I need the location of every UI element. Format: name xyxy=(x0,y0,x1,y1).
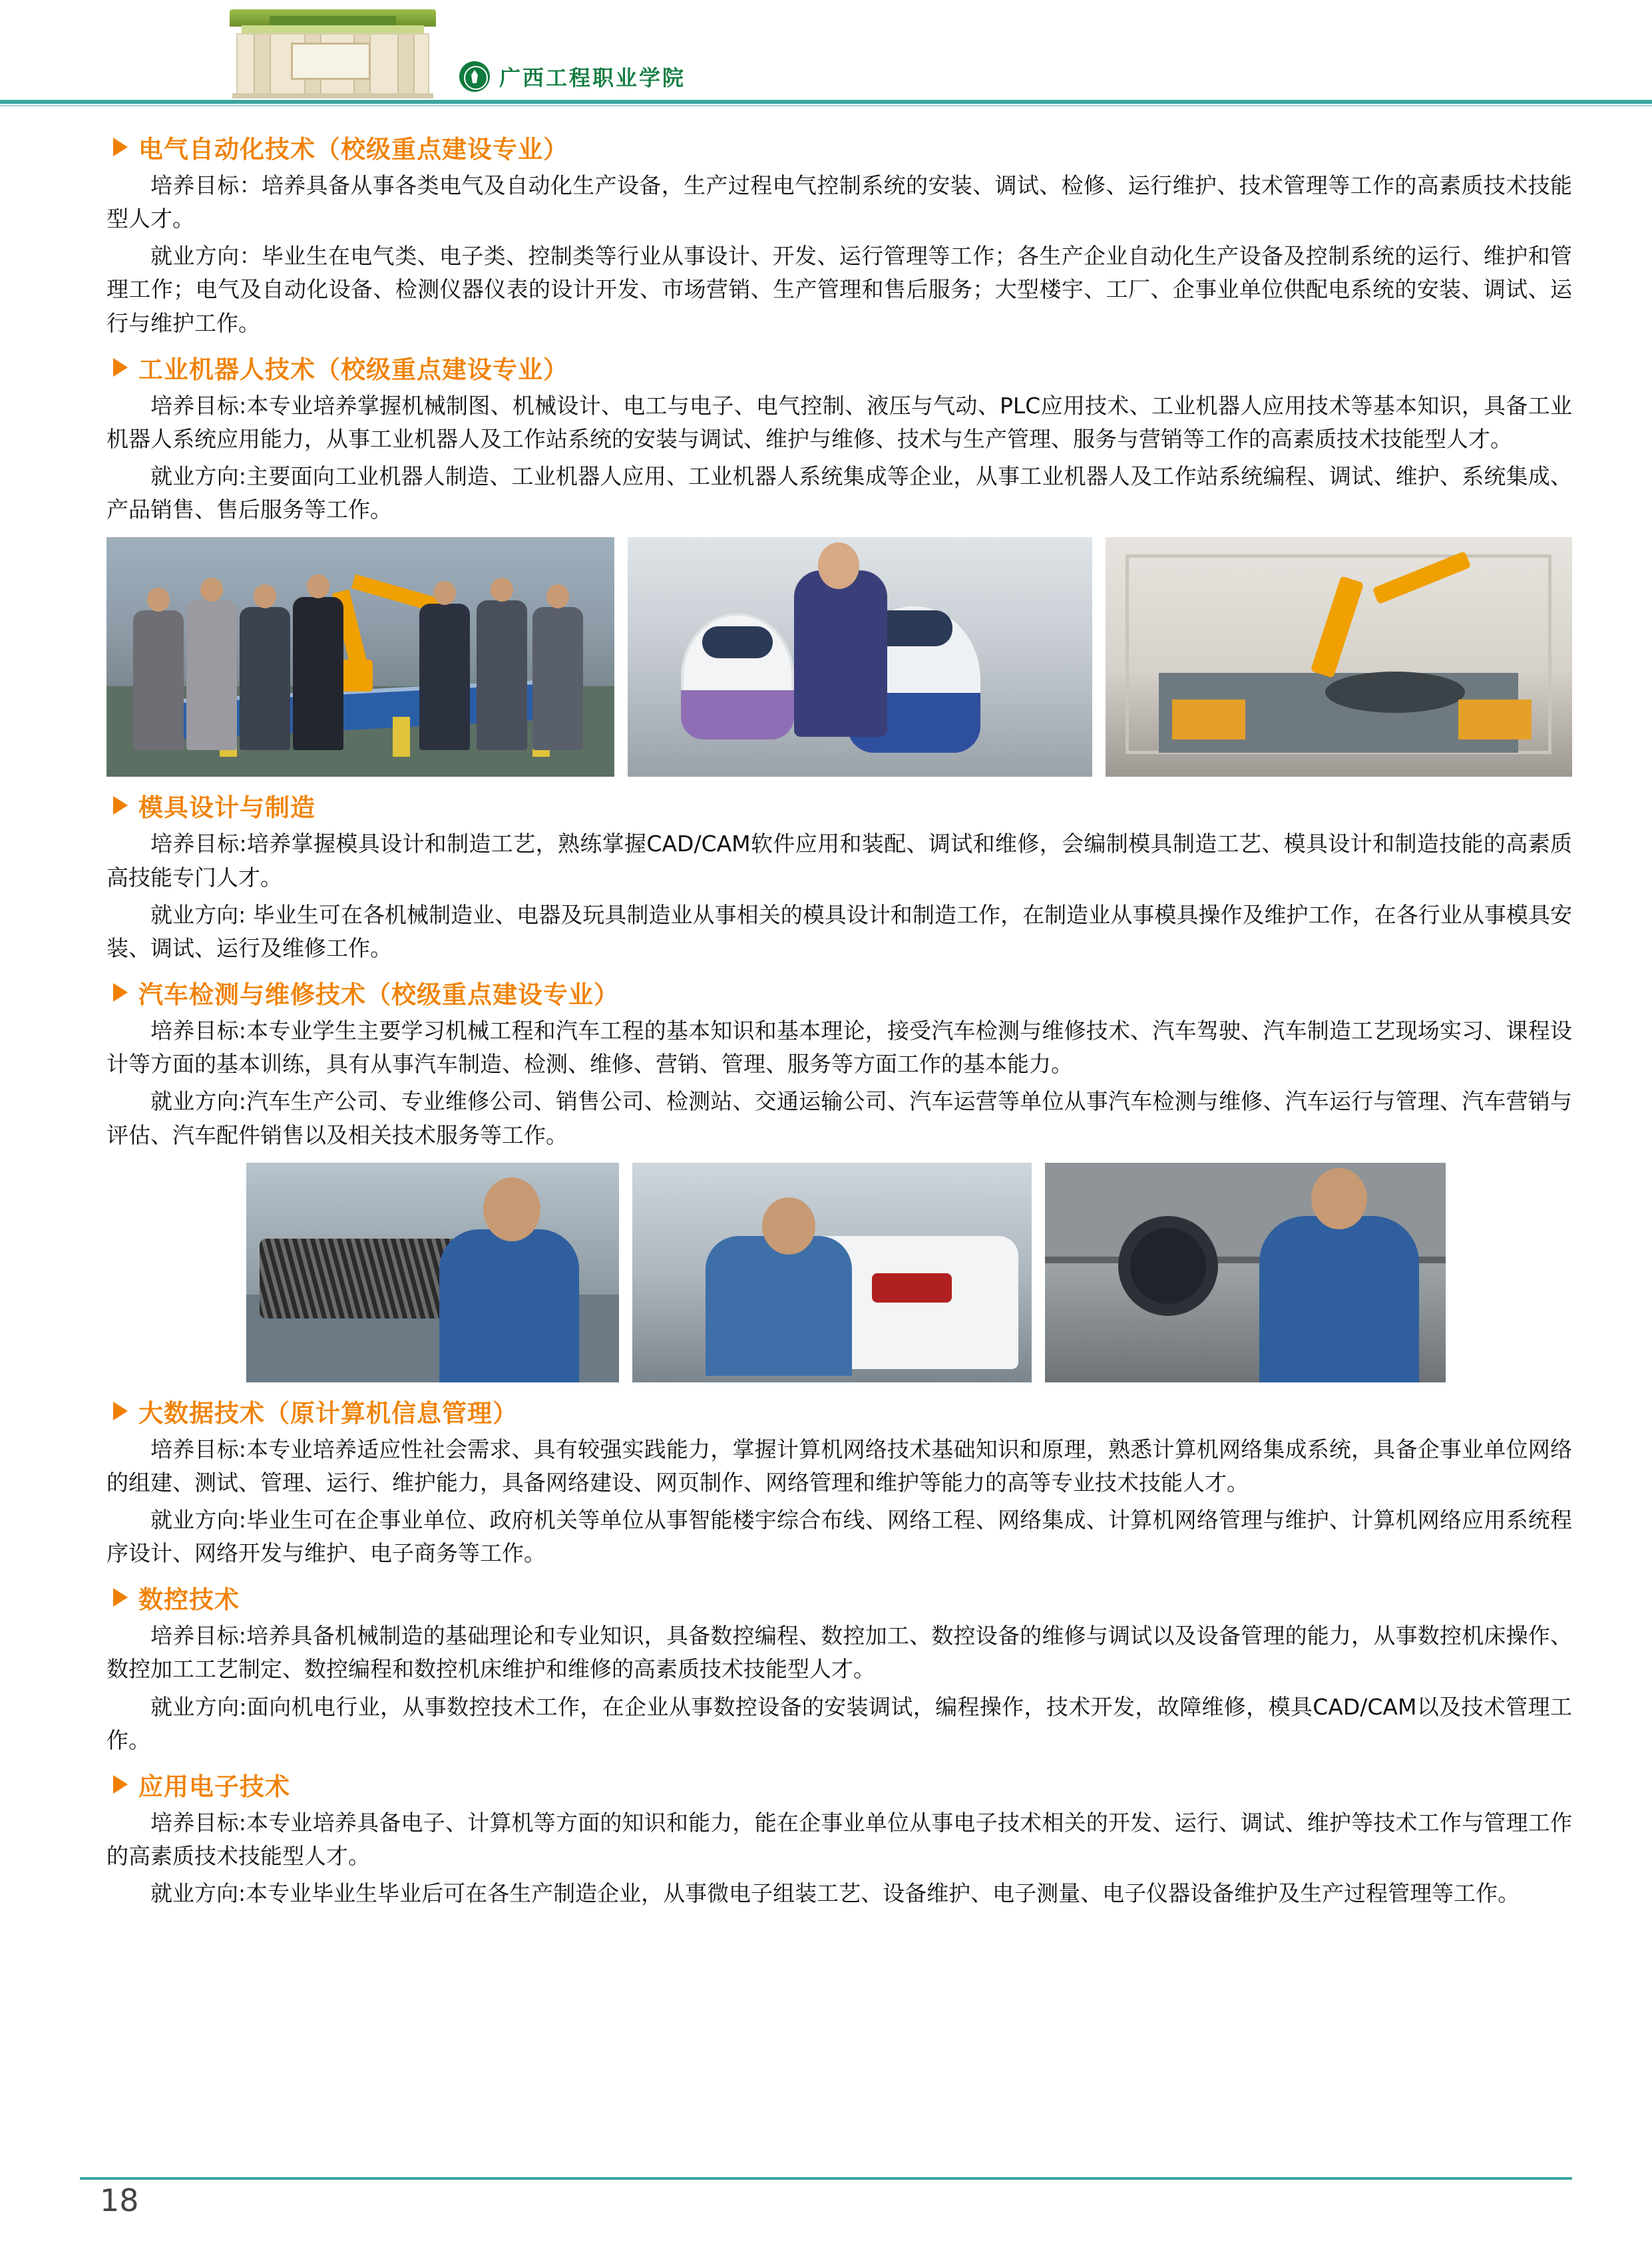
photo-welding-robot-cell xyxy=(1106,537,1572,777)
major-goal: 培养目标:本专业培养掌握机械制图、机械设计、电工与电子、电气控制、液压与气动、PLC应用技术、工业机器人应用技术等基本知识，具备工业机器人系统应用能力，从事工业机器人及工作站系统的安装与调试、维护与维修、技术与生产管理、服务与营销等工作的高素质技术技能型人才。 xyxy=(106,392,1572,452)
photo-car-body-repair xyxy=(632,1163,1032,1382)
major-title: 数控技术 xyxy=(138,1585,240,1615)
school-seal-icon xyxy=(459,61,490,92)
major-section xyxy=(106,974,1572,1152)
major-employment: 就业方向:主要面向工业机器人制造、工业机器人应用、工业机器人系统集成等企业，从事工业机器人及工作站系统编程、调试、维护、系统集成、产品销售、售后服务等工作。 xyxy=(106,463,1572,523)
major-heading xyxy=(113,1766,1572,1802)
major-employment: 就业方向:面向机电行业，从事数控技术工作，在企业从事数控设备的安装调试，编程操作，技术开发，故障维修，模具CAD/CAM以及技术管理工作。 xyxy=(106,1693,1572,1753)
major-heading xyxy=(113,129,1572,165)
footer-divider xyxy=(80,2177,1572,2180)
header-divider xyxy=(0,100,1652,104)
school-name: 广西工程职业学院 xyxy=(499,65,686,91)
major-section xyxy=(106,129,1572,340)
major-heading xyxy=(113,974,1572,1010)
major-employment: 就业方向:本专业毕业生毕业后可在各生产制造企业，从事微电子组装工艺、设备维护、电子测量、电子仪器设备维护及生产过程管理等工作。 xyxy=(150,1880,1520,1907)
major-goal: 培养目标:本专业学生主要学习机械工程和汽车工程的基本知识和基本理论，接受汽车检测与维修技术、汽车驾驶、汽车制造工艺现场实习、课程设计等方面的基本训练，具有从事汽车制造、检测、维修、营销、管理、服务等方面工作的基本能力。 xyxy=(106,1018,1572,1078)
page-header xyxy=(0,0,1652,106)
major-section xyxy=(106,349,1572,527)
triangle-bullet-icon xyxy=(113,1402,128,1420)
major-employment: 就业方向:毕业生可在企事业单位、政府机关等单位从事智能楼宇综合布线、网络工程、网络集成、计算机网络管理与维护、计算机网络应用系统程序设计、网络开发与维护、电子商务等工作。 xyxy=(106,1506,1572,1567)
triangle-bullet-icon xyxy=(113,796,128,815)
photo-service-robots xyxy=(628,537,1092,777)
major-goal: 培养目标:本专业培养适应性社会需求、具有较强实践能力，掌握计算机网络技术基础知识和原理，熟悉计算机网络集成系统，具备企事业单位网络的组建、测试、管理、运行、维护能力，具备网络建设、网页制作、网络管理和维护等能力的高等专业技术技能人才。 xyxy=(106,1436,1572,1496)
major-employment: 就业方向:汽车生产公司、专业维修公司、销售公司、检测站、交通运输公司、汽车运营等单位从事汽车检测与维修、汽车运行与管理、汽车营销与评估、汽车配件销售以及相关技术服务等工作。 xyxy=(106,1088,1572,1148)
photo-robot-arm-classroom xyxy=(106,537,614,777)
major-goal: 培养目标：培养具备从事各类电气及自动化生产设备，生产过程电气控制系统的安装、调试、检修、运行维护、技术管理等工作的高素质技术技能型人才。 xyxy=(106,172,1572,232)
major-title: 汽车检测与维修技术（校级重点建设专业） xyxy=(138,980,619,1010)
major-goal: 培养目标:本专业培养具备电子、计算机等方面的知识和能力，能在企事业单位从事电子技术相关的开发、运行、调试、维护等技术工作与管理工作的高素质技术技能型人才。 xyxy=(106,1809,1572,1870)
major-heading xyxy=(113,1393,1572,1429)
triangle-bullet-icon xyxy=(113,1588,128,1607)
triangle-bullet-icon xyxy=(113,983,128,1002)
major-section xyxy=(106,1766,1572,1910)
major-title: 大数据技术（原计算机信息管理） xyxy=(138,1398,518,1428)
major-section xyxy=(106,1579,1572,1757)
major-employment: 就业方向：毕业生在电气类、电子类、控制类等行业从事设计、开发、运行管理等工作；各生产企业自动化生产设备及控制系统的运行、维护和管理工作；电气及自动化设备、检测仪器仪表的设计开发、市场营销、生产管理和售后服务；大型楼宇、工厂、企事业单位供配电系统的安装、调试、运行与维护工作。 xyxy=(106,243,1572,336)
photo-wiring-harness xyxy=(246,1163,619,1382)
school-brand xyxy=(459,61,686,92)
major-employment: 就业方向: 毕业生可在各机械制造业、电器及玩具制造业从事相关的模具设计和制造工作，在制造业从事模具操作及维护工作，在各行业从事模具安装、调试、运行及维修工作。 xyxy=(106,901,1572,961)
photo-row xyxy=(106,537,1572,777)
major-heading xyxy=(113,349,1572,385)
major-heading xyxy=(113,1579,1572,1615)
major-goal: 培养目标:培养具备机械制造的基础理论和专业知识，具备数控编程、数控加工、数控设备的维修与调试以及设备管理的能力，从事数控机床操作、数控加工工艺制定、数控编程和数控机床维护和维修的高素质技术技能型人才。 xyxy=(106,1623,1572,1683)
page-number: 18 xyxy=(100,2182,139,2218)
photo-row xyxy=(246,1163,1572,1382)
major-section xyxy=(106,1393,1572,1571)
page-footer xyxy=(0,2177,1652,2224)
school-gate-icon xyxy=(230,5,436,99)
major-title: 模具设计与制造 xyxy=(138,793,315,823)
major-title: 应用电子技术 xyxy=(138,1772,290,1801)
document-content xyxy=(0,106,1652,1910)
triangle-bullet-icon xyxy=(113,1775,128,1794)
photo-under-car-inspection xyxy=(1045,1163,1446,1382)
major-title: 电气自动化技术（校级重点建设专业） xyxy=(138,135,568,164)
major-heading xyxy=(113,787,1572,823)
major-section xyxy=(106,787,1572,965)
major-goal: 培养目标:培养掌握模具设计和制造工艺，熟练掌握CAD/CAM软件应用和装配、调试和维修，会编制模具制造工艺、模具设计和制造技能的高素质高技能专门人才。 xyxy=(106,831,1572,891)
triangle-bullet-icon xyxy=(113,358,128,377)
triangle-bullet-icon xyxy=(113,138,128,156)
major-title: 工业机器人技术（校级重点建设专业） xyxy=(138,355,568,384)
